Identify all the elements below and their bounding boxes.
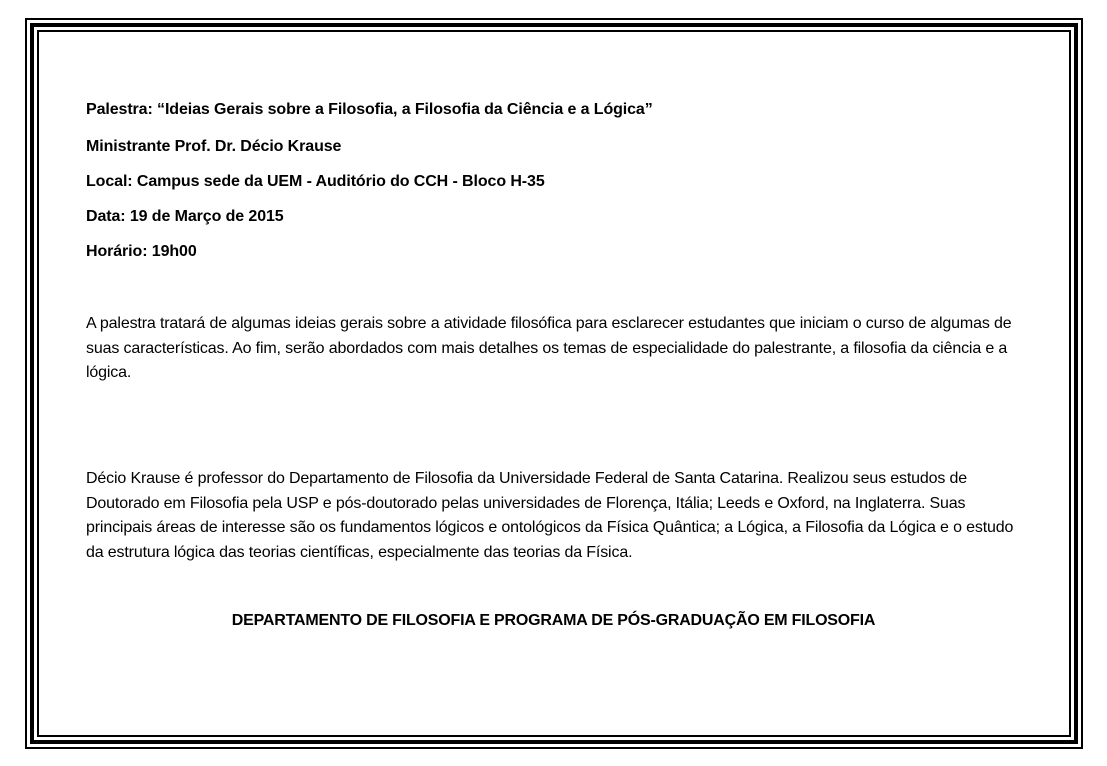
department-footer: DEPARTAMENTO DE FILOSOFIA E PROGRAMA DE PÓS-GRADUAÇÃO EM FILOSOFIA [231, 612, 876, 629]
location: Local: Campus sede da UEM - Auditório do CCH - Bloco H-35 [86, 173, 545, 190]
lecturer: Ministrante Prof. Dr. Décio Krause [86, 138, 342, 155]
date: Data: 19 de Março de 2015 [86, 208, 284, 225]
bio-paragraph: Décio Krause é professor do Departamento de Filosofia da Universidade Federal de Santa Catarina. Realizou seus estudos de Doutorado em Filosofia pela USP e pós-doutorado pelas universidades de Florença, Itália; Leeds e Oxford, na Inglaterra. Suas principais áreas de interesse são os fundamentos lógicos e ontológicos da Física Quântica; a Lógica, a Filosofia da Lógica e o estudo da estrutura lógica das teorias científicas, especialmente das teorias da Física. [86, 470, 1014, 561]
time: Horário: 19h00 [86, 243, 197, 260]
lecture-title: Palestra: “Ideias Gerais sobre a Filosofia, a Filosofia da Ciência e a Lógica” [86, 101, 653, 118]
abstract-paragraph: A palestra tratará de algumas ideias gerais sobre a atividade filosófica para esclarecer estudantes que iniciam o curso de algumas de suas características. Ao fim, serão abordados com mais detalhes os temas de especialidade do palestrante, a filosofia da ciência e a lógica. [86, 315, 1012, 381]
